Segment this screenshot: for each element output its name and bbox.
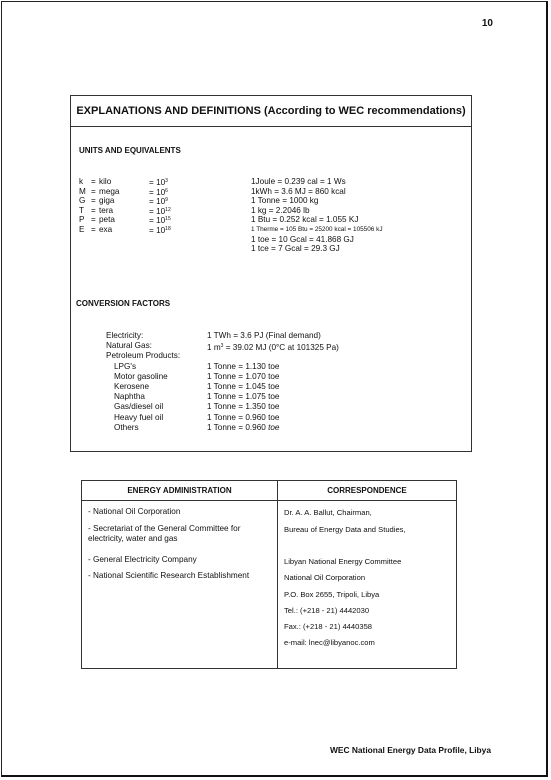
equivalent-item: 1 toe = 10 Gcal = 41.868 GJ <box>251 234 354 244</box>
correspondence-line: Libyan National Energy Committee <box>284 557 402 566</box>
equals-sign: = <box>91 177 96 186</box>
conversion-row-product <box>106 402 339 412</box>
product-value: 1 Tonne = 0.960 toe <box>207 422 280 432</box>
prefix-name: exa <box>99 224 113 234</box>
equivalent-item: 1Joule = 0.239 cal = 1 Ws <box>251 177 346 186</box>
prefix-symbol: G <box>79 196 86 206</box>
admin-item: - Secretariat of the General Committee for electricity, water and gas <box>88 524 241 543</box>
equivalent-item: 1 Therme = 105 Btu = 25200 kcal = 105506 kJ <box>251 225 383 233</box>
correspondence-header: CORRESPONDENCE <box>327 486 407 495</box>
conversion-row-petroleum <box>106 351 339 361</box>
prefix-symbol: k <box>79 177 84 186</box>
conversion-row-electricity <box>106 331 339 341</box>
product-value: 1 Tonne = 1.075 toe <box>207 392 280 402</box>
conversion-row-product <box>106 413 339 423</box>
prefix-symbol: T <box>79 205 85 215</box>
prefix-row-exa <box>79 225 171 235</box>
correspondence-line: Bureau of Energy Data and Studies, <box>284 525 406 534</box>
conversion-row-gas <box>106 341 339 351</box>
prefix-symbol: M <box>79 186 86 196</box>
prefix-name: giga <box>99 196 115 206</box>
prefix-value: = $10^{12}$ <box>149 206 171 216</box>
correspondence-line: P.O. Box 2655, Tripoli, Libya <box>284 590 380 599</box>
equivalents-list <box>251 177 383 254</box>
prefix-name: mega <box>99 186 120 196</box>
contacts-table <box>81 480 457 669</box>
product-label: Naphtha <box>114 392 145 402</box>
correspondence-line: National Oil Corporation <box>284 573 366 582</box>
conversion-row-product <box>106 382 339 392</box>
product-label: Motor gasoline <box>114 371 168 381</box>
page-footer: WEC National Energy Data Profile, Libya <box>329 745 491 755</box>
prefix-row-kilo <box>79 177 171 187</box>
correspondence-line: Fax.: (+218 - 21) 4440358 <box>284 622 373 631</box>
header-divider <box>82 500 456 501</box>
email-link[interactable]: e-mail: lnec@libyanoc.com <box>284 638 375 647</box>
equals-sign: = <box>91 224 96 234</box>
equals-sign: = <box>91 205 96 215</box>
conversion-row-product <box>106 362 339 372</box>
prefix-row-mega <box>79 187 171 197</box>
product-label: Gas/diesel oil <box>114 402 164 412</box>
prefix-symbol: P <box>79 215 85 225</box>
product-label: LPG's <box>114 361 137 371</box>
prefix-symbol: E <box>79 224 85 234</box>
equals-sign: = <box>91 186 96 196</box>
prefix-value: = $10^{15}$ <box>149 216 171 226</box>
conversion-row-product <box>106 372 339 382</box>
correspondence-line: Dr. A. A. Ballut, Chairman, <box>284 508 372 517</box>
admin-item: - General Electricity Company <box>88 555 197 564</box>
product-value: 1 Tonne = 0.960 toe <box>207 412 280 422</box>
equals-sign: = <box>91 196 96 206</box>
conversion-value: 1 TWh = 3.6 PJ (Final demand) <box>207 331 321 340</box>
prefix-list <box>79 177 171 235</box>
conversion-heading: CONVERSION FACTORS <box>76 299 171 308</box>
equivalent-item: 1 tce = 7 Gcal = 29.3 GJ <box>251 244 340 254</box>
prefix-row-giga <box>79 196 171 206</box>
prefix-value: = $10^{18}$ <box>149 225 171 235</box>
prefix-name: kilo <box>99 177 112 186</box>
conversion-list <box>106 331 339 433</box>
product-label: Heavy fuel oil <box>114 412 164 422</box>
conversion-value: 1 $m^3 = 39.02$ MJ (0°C at 101325 Pa) <box>207 343 339 353</box>
definitions-title: EXPLANATIONS AND DEFINITIONS (According to WEC recommendations) <box>71 96 471 127</box>
prefix-name: peta <box>99 215 115 225</box>
correspondence-line: Tel.: (+218 - 21) 4442030 <box>284 606 370 615</box>
definitions-box <box>70 95 472 452</box>
conversion-label: Petroleum Products: <box>106 351 181 361</box>
product-value: 1 Tonne = 1.045 toe <box>207 381 280 391</box>
prefix-value: = $10^9$ <box>149 197 168 207</box>
prefix-row-tera <box>79 206 171 216</box>
page-number: 10 <box>481 18 493 29</box>
equals-sign: = <box>91 215 96 225</box>
equivalent-item: 1 kg = 2.2046 lb <box>251 205 310 215</box>
energy-administration-header: ENERGY ADMINISTRATION <box>127 486 232 495</box>
product-value: 1 Tonne = 1.070 toe <box>207 371 280 381</box>
prefix-row-peta <box>79 215 171 225</box>
equivalent-item: 1 Btu = 0.252 kcal = 1.055 KJ <box>251 215 359 225</box>
product-label: Others <box>114 422 139 432</box>
conversion-label: Electricity: <box>106 331 144 340</box>
units-heading: UNITS AND EQUIVALENTS <box>79 146 181 155</box>
prefix-value: = $10^6$ <box>149 187 168 197</box>
product-label: Kerosene <box>114 381 150 391</box>
conversion-row-product <box>106 392 339 402</box>
admin-item: - National Scientific Research Establishment <box>88 571 250 580</box>
product-value: 1 Tonne = 1.350 toe <box>207 402 280 412</box>
conversion-row-product <box>106 423 339 433</box>
equivalent-item: 1kWh = 3.6 MJ = 860 kcal <box>251 186 346 196</box>
prefix-name: tera <box>99 205 114 215</box>
conversion-label: Natural Gas: <box>106 341 152 351</box>
admin-item: - National Oil Corporation <box>88 507 181 516</box>
equivalent-item: 1 Tonne = 1000 kg <box>251 196 319 206</box>
product-value: 1 Tonne = 1.130 toe <box>207 361 280 371</box>
column-divider <box>277 481 278 668</box>
prefix-value: = $10^3$ <box>149 178 168 187</box>
